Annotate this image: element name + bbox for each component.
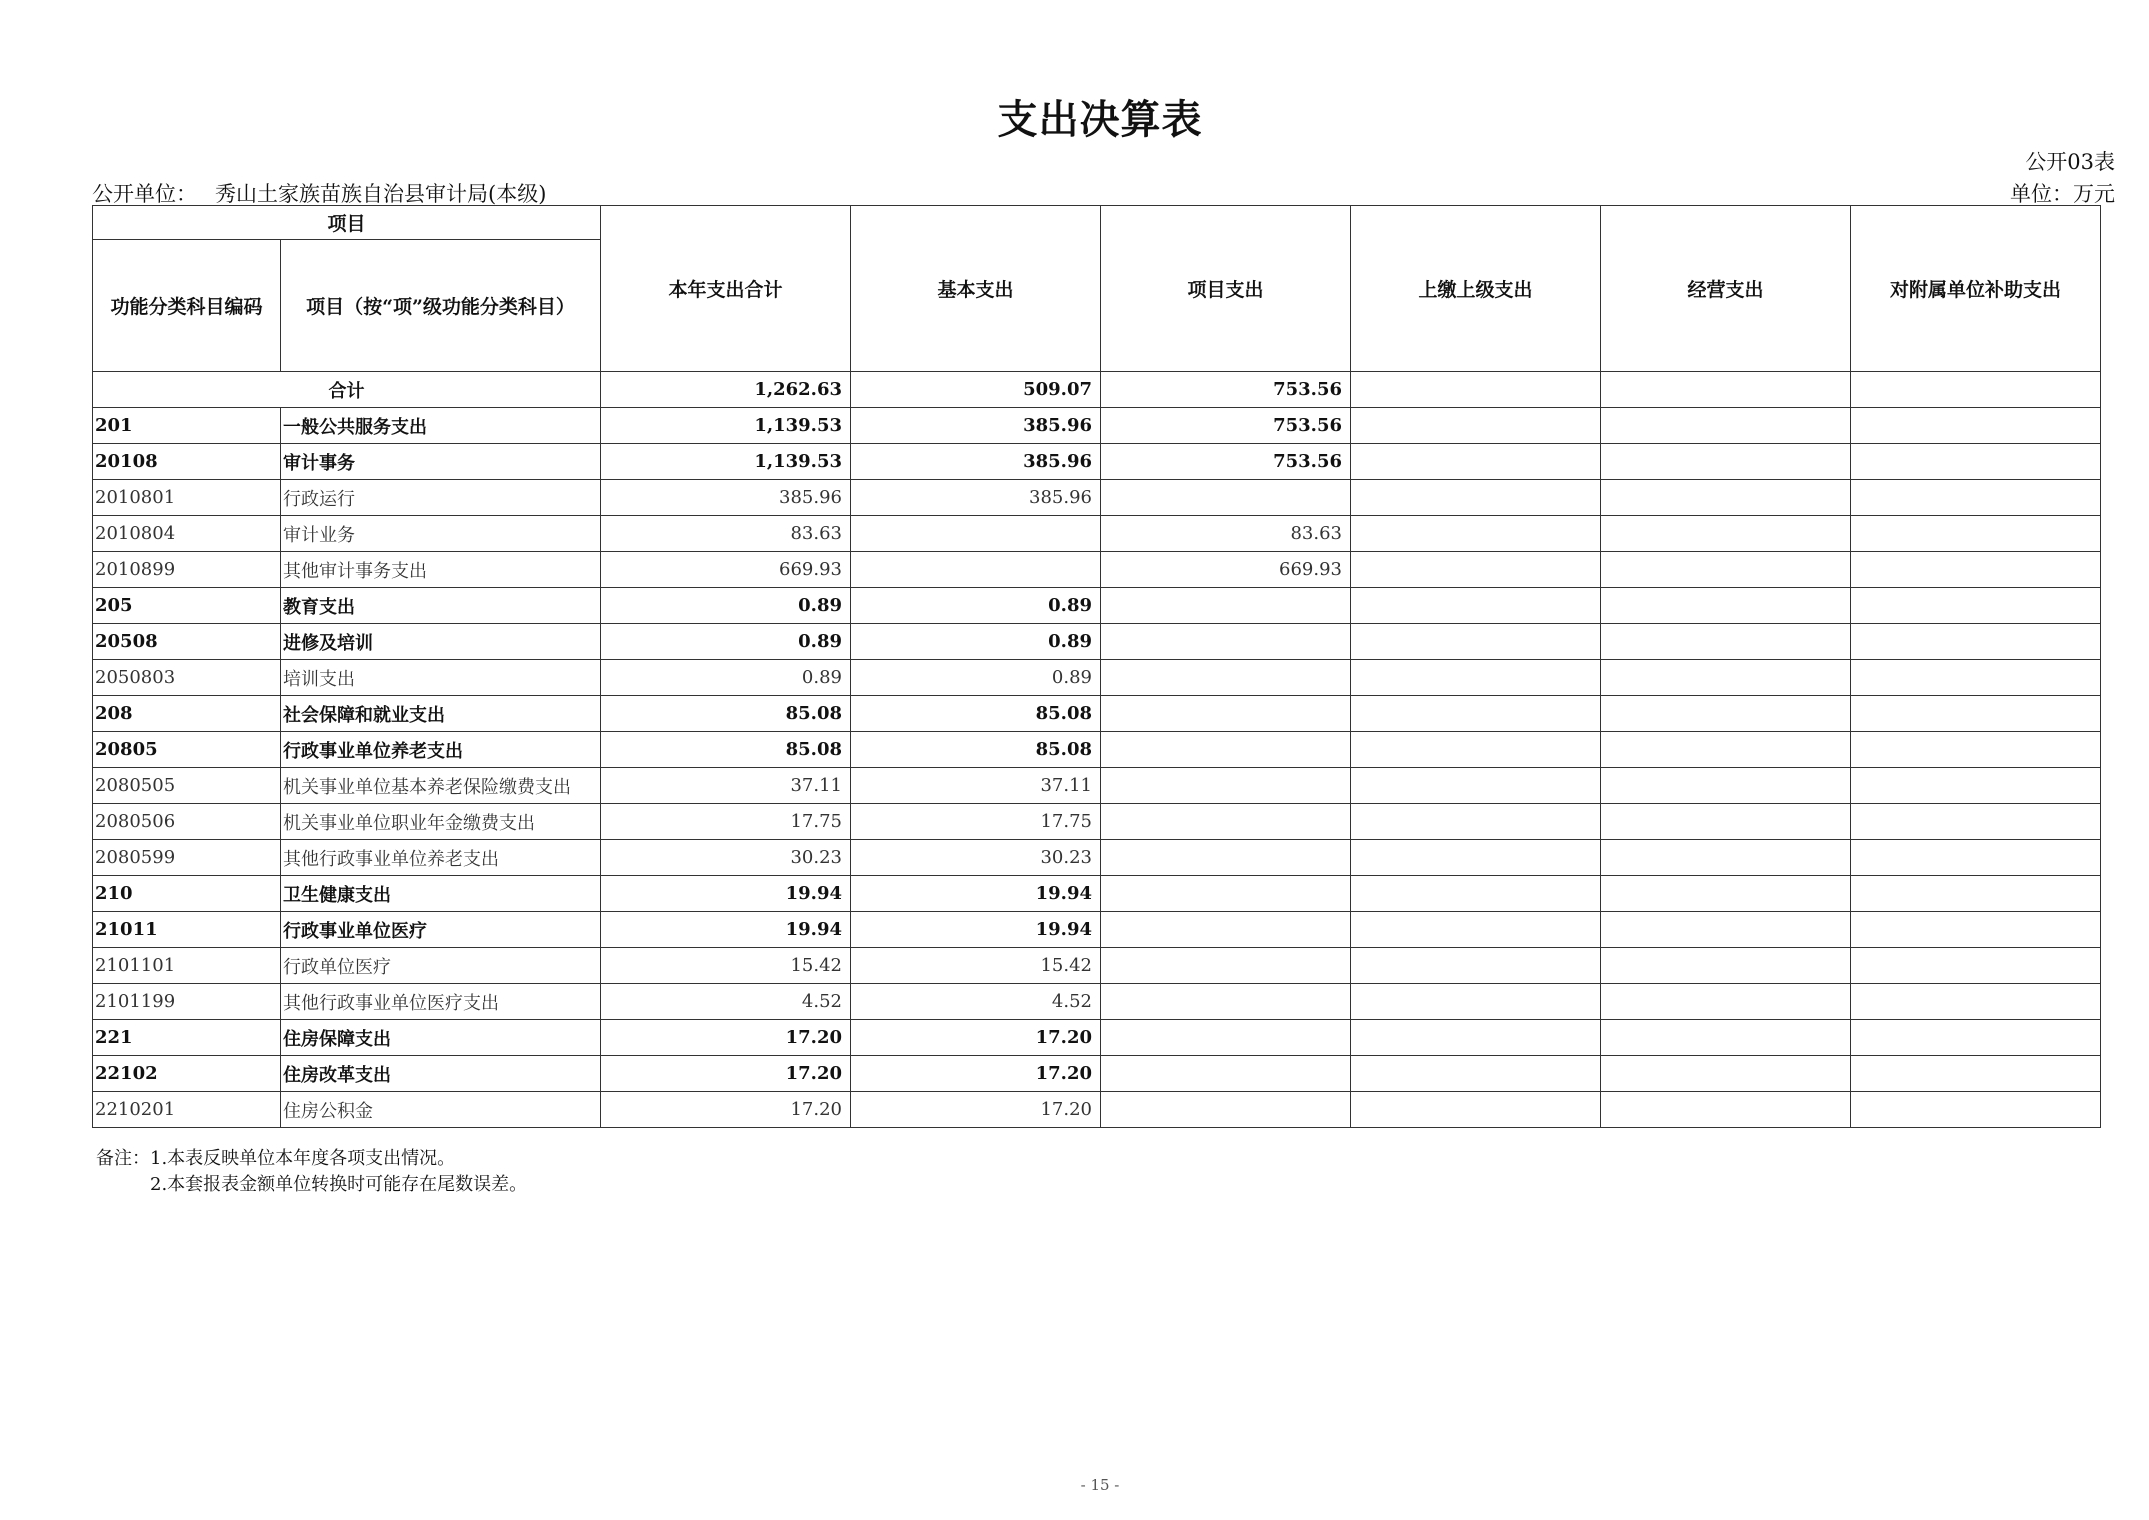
table-row [93, 480, 2101, 516]
table-row [93, 1056, 2101, 1092]
cell-basic: 17.20 [851, 1020, 1101, 1056]
org-line [92, 178, 546, 208]
cell-project [1101, 588, 1351, 624]
cell-basic: 19.94 [851, 912, 1101, 948]
cell-business [1601, 1056, 1851, 1092]
cell-project [1101, 1056, 1351, 1092]
cell-basic: 37.11 [851, 768, 1101, 804]
cell-name: 机关事业单位基本养老保险缴费支出 [281, 768, 601, 804]
table-row [93, 912, 2101, 948]
cell-subsidiary [1851, 876, 2101, 912]
cell-code: 208 [93, 696, 281, 732]
cell-name: 进修及培训 [281, 624, 601, 660]
cell-subsidiary [1851, 408, 2101, 444]
cell-business [1601, 588, 1851, 624]
cell-code: 2080505 [93, 768, 281, 804]
cell-business [1601, 912, 1851, 948]
total-subsidiary [1851, 372, 2101, 408]
header-project: 项目支出 [1101, 206, 1351, 372]
cell-subsidiary [1851, 588, 2101, 624]
cell-subsidiary [1851, 732, 2101, 768]
cell-upper [1351, 948, 1601, 984]
cell-code: 2101199 [93, 984, 281, 1020]
table-row [93, 732, 2101, 768]
cell-name: 行政事业单位养老支出 [281, 732, 601, 768]
cell-total: 4.52 [601, 984, 851, 1020]
header-subsidiary: 对附属单位补助支出 [1851, 206, 2101, 372]
cell-name: 审计业务 [281, 516, 601, 552]
page-title: 支出决算表 [997, 96, 1203, 143]
cell-basic: 19.94 [851, 876, 1101, 912]
cell-name: 住房公积金 [281, 1092, 601, 1128]
cell-total: 17.75 [601, 804, 851, 840]
cell-upper [1351, 588, 1601, 624]
cell-code: 205 [93, 588, 281, 624]
cell-basic: 0.89 [851, 588, 1101, 624]
table-row [93, 408, 2101, 444]
cell-business [1601, 480, 1851, 516]
table-row [93, 948, 2101, 984]
cell-business [1601, 624, 1851, 660]
cell-total: 385.96 [601, 480, 851, 516]
cell-upper [1351, 768, 1601, 804]
cell-project [1101, 480, 1351, 516]
table-row [93, 876, 2101, 912]
cell-project: 83.63 [1101, 516, 1351, 552]
cell-subsidiary [1851, 1020, 2101, 1056]
cell-code: 2101101 [93, 948, 281, 984]
cell-upper [1351, 552, 1601, 588]
cell-project: 753.56 [1101, 444, 1351, 480]
cell-code: 20108 [93, 444, 281, 480]
cell-total: 0.89 [601, 660, 851, 696]
unit-label: 单位：万元 [2010, 182, 2115, 206]
header-total: 本年支出合计 [601, 206, 851, 372]
cell-business [1601, 732, 1851, 768]
cell-basic [851, 552, 1101, 588]
table-row [93, 768, 2101, 804]
total-total: 1,262.63 [601, 372, 851, 408]
cell-basic: 17.75 [851, 804, 1101, 840]
cell-subsidiary [1851, 984, 2101, 1020]
cell-total: 85.08 [601, 696, 851, 732]
cell-subsidiary [1851, 480, 2101, 516]
cell-total: 17.20 [601, 1056, 851, 1092]
cell-code: 2010804 [93, 516, 281, 552]
cell-code: 22102 [93, 1056, 281, 1092]
table-row [93, 804, 2101, 840]
cell-business [1601, 876, 1851, 912]
cell-project [1101, 948, 1351, 984]
cell-name: 行政事业单位医疗 [281, 912, 601, 948]
cell-business [1601, 840, 1851, 876]
cell-basic: 0.89 [851, 660, 1101, 696]
cell-upper [1351, 660, 1601, 696]
cell-total: 669.93 [601, 552, 851, 588]
cell-name: 行政单位医疗 [281, 948, 601, 984]
table-row [93, 1092, 2101, 1128]
cell-business [1601, 696, 1851, 732]
cell-upper [1351, 984, 1601, 1020]
cell-name: 机关事业单位职业年金缴费支出 [281, 804, 601, 840]
total-project: 753.56 [1101, 372, 1351, 408]
cell-total: 19.94 [601, 912, 851, 948]
cell-project: 669.93 [1101, 552, 1351, 588]
table-row [93, 984, 2101, 1020]
cell-project [1101, 1020, 1351, 1056]
cell-basic: 385.96 [851, 480, 1101, 516]
cell-code: 20508 [93, 624, 281, 660]
cell-name: 其他审计事务支出 [281, 552, 601, 588]
cell-basic: 0.89 [851, 624, 1101, 660]
header-business: 经营支出 [1601, 206, 1851, 372]
cell-subsidiary [1851, 624, 2101, 660]
cell-business [1601, 768, 1851, 804]
cell-code: 210 [93, 876, 281, 912]
cell-code: 2010801 [93, 480, 281, 516]
cell-project [1101, 696, 1351, 732]
cell-basic: 17.20 [851, 1092, 1101, 1128]
cell-subsidiary [1851, 1092, 2101, 1128]
header-upper: 上缴上级支出 [1351, 206, 1601, 372]
cell-code: 21011 [93, 912, 281, 948]
cell-basic: 385.96 [851, 408, 1101, 444]
note-2: 2.本套报表金额单位转换时可能存在尾数误差。 [150, 1174, 528, 1195]
cell-total: 1,139.53 [601, 444, 851, 480]
cell-name: 社会保障和就业支出 [281, 696, 601, 732]
cell-total: 15.42 [601, 948, 851, 984]
cell-subsidiary [1851, 552, 2101, 588]
cell-project: 753.56 [1101, 408, 1351, 444]
table-row [93, 660, 2101, 696]
cell-subsidiary [1851, 804, 2101, 840]
cell-project [1101, 840, 1351, 876]
cell-business [1601, 408, 1851, 444]
cell-subsidiary [1851, 948, 2101, 984]
table-row [93, 444, 2101, 480]
cell-basic: 385.96 [851, 444, 1101, 480]
page-number: - 15 - [1080, 1476, 1120, 1494]
table-row [93, 588, 2101, 624]
cell-subsidiary [1851, 768, 2101, 804]
cell-basic: 30.23 [851, 840, 1101, 876]
expenditure-table [92, 205, 2101, 1128]
cell-name: 行政运行 [281, 480, 601, 516]
cell-code: 2050803 [93, 660, 281, 696]
cell-total: 0.89 [601, 588, 851, 624]
cell-business [1601, 516, 1851, 552]
cell-name: 卫生健康支出 [281, 876, 601, 912]
cell-business [1601, 444, 1851, 480]
cell-upper [1351, 732, 1601, 768]
cell-total: 17.20 [601, 1020, 851, 1056]
cell-subsidiary [1851, 660, 2101, 696]
total-label: 合计 [93, 372, 601, 408]
table-body [93, 372, 2101, 1128]
cell-total: 19.94 [601, 876, 851, 912]
cell-name: 其他行政事业单位养老支出 [281, 840, 601, 876]
table-row [93, 516, 2101, 552]
cell-name: 审计事务 [281, 444, 601, 480]
cell-name: 其他行政事业单位医疗支出 [281, 984, 601, 1020]
cell-business [1601, 660, 1851, 696]
cell-upper [1351, 840, 1601, 876]
cell-name: 一般公共服务支出 [281, 408, 601, 444]
cell-total: 30.23 [601, 840, 851, 876]
cell-upper [1351, 480, 1601, 516]
cell-project [1101, 660, 1351, 696]
cell-upper [1351, 624, 1601, 660]
cell-name: 培训支出 [281, 660, 601, 696]
total-row [93, 372, 2101, 408]
cell-total: 17.20 [601, 1092, 851, 1128]
cell-business [1601, 1092, 1851, 1128]
cell-subsidiary [1851, 444, 2101, 480]
cell-name: 教育支出 [281, 588, 601, 624]
form-number: 公开03表 [2025, 150, 2115, 174]
cell-total: 83.63 [601, 516, 851, 552]
total-upper [1351, 372, 1601, 408]
cell-project [1101, 732, 1351, 768]
cell-total: 85.08 [601, 732, 851, 768]
cell-project [1101, 804, 1351, 840]
cell-upper [1351, 1020, 1601, 1056]
cell-basic: 85.08 [851, 696, 1101, 732]
cell-project [1101, 624, 1351, 660]
cell-code: 201 [93, 408, 281, 444]
cell-business [1601, 984, 1851, 1020]
table-row [93, 624, 2101, 660]
cell-upper [1351, 696, 1601, 732]
cell-business [1601, 1020, 1851, 1056]
cell-project [1101, 984, 1351, 1020]
cell-basic: 85.08 [851, 732, 1101, 768]
cell-upper [1351, 912, 1601, 948]
org-name: 秀山土家族苗族自治县审计局(本级) [215, 182, 547, 206]
cell-code: 2080506 [93, 804, 281, 840]
cell-project [1101, 768, 1351, 804]
cell-subsidiary [1851, 516, 2101, 552]
cell-upper [1351, 804, 1601, 840]
cell-business [1601, 552, 1851, 588]
cell-upper [1351, 876, 1601, 912]
cell-subsidiary [1851, 1056, 2101, 1092]
cell-total: 0.89 [601, 624, 851, 660]
table-row [93, 1020, 2101, 1056]
cell-upper [1351, 1092, 1601, 1128]
cell-name: 住房保障支出 [281, 1020, 601, 1056]
cell-basic: 4.52 [851, 984, 1101, 1020]
cell-project [1101, 876, 1351, 912]
header-code: 功能分类科目编码 [93, 240, 281, 372]
total-basic: 509.07 [851, 372, 1101, 408]
cell-code: 2210201 [93, 1092, 281, 1128]
cell-basic [851, 516, 1101, 552]
cell-code: 221 [93, 1020, 281, 1056]
cell-business [1601, 804, 1851, 840]
table-row [93, 840, 2101, 876]
cell-name: 住房改革支出 [281, 1056, 601, 1092]
cell-subsidiary [1851, 912, 2101, 948]
header-name: 项目（按“项”级功能分类科目） [281, 240, 601, 372]
cell-upper [1351, 444, 1601, 480]
cell-business [1601, 948, 1851, 984]
table-row [93, 696, 2101, 732]
cell-code: 20805 [93, 732, 281, 768]
cell-upper [1351, 408, 1601, 444]
notes [96, 1146, 527, 1198]
note-1: 备注：1.本表反映单位本年度各项支出情况。 [96, 1148, 456, 1169]
total-business [1601, 372, 1851, 408]
cell-code: 2010899 [93, 552, 281, 588]
header-item: 项目 [93, 206, 601, 240]
org-label: 公开单位： [92, 182, 197, 206]
cell-total: 1,139.53 [601, 408, 851, 444]
table-row [93, 552, 2101, 588]
cell-basic: 15.42 [851, 948, 1101, 984]
cell-subsidiary [1851, 696, 2101, 732]
cell-total: 37.11 [601, 768, 851, 804]
cell-subsidiary [1851, 840, 2101, 876]
cell-project [1101, 1092, 1351, 1128]
cell-basic: 17.20 [851, 1056, 1101, 1092]
cell-project [1101, 912, 1351, 948]
cell-code: 2080599 [93, 840, 281, 876]
cell-upper [1351, 1056, 1601, 1092]
cell-upper [1351, 516, 1601, 552]
header-basic: 基本支出 [851, 206, 1101, 372]
